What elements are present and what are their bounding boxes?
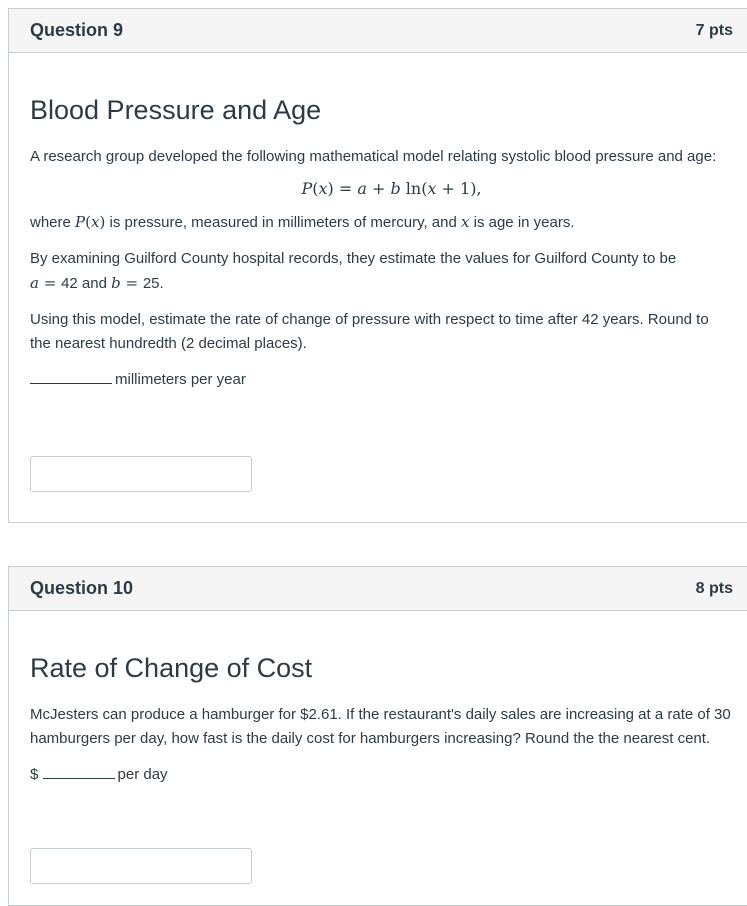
question-9-estimate: By examining Guilford County hospital records, they estimate the values for Guilford County to be a = 42 and b = 25. <box>30 250 677 292</box>
a-value: 42 <box>61 275 78 292</box>
where-var-p: P(x) <box>75 213 106 231</box>
question-10-header <box>9 567 747 611</box>
var-b: b = <box>111 274 143 292</box>
question-9-body <box>9 93 747 392</box>
answer-blank-line <box>30 369 112 384</box>
question-9-answer-input[interactable] <box>30 456 252 492</box>
question-9-heading: Blood Pressure and Age <box>30 95 322 125</box>
question-9-where <box>30 210 733 235</box>
question-9-header <box>9 9 747 53</box>
question-10-heading: Rate of Change of Cost <box>30 653 313 683</box>
formula-text: P(x) = a + b ln(x + 1), <box>301 179 482 198</box>
where-prefix: where <box>30 214 76 231</box>
question-10-blank-row <box>30 763 733 787</box>
question-9-intro: A research group developed the following mathematical model relating systolic blood pressure and age: <box>30 148 717 165</box>
question-10-body <box>9 651 747 787</box>
question-10-points: 8 pts <box>695 579 733 597</box>
question-10-card <box>8 566 747 906</box>
question-9-points: 7 pts <box>695 21 733 39</box>
blank-suffix: millimeters per year <box>115 371 246 388</box>
estimate-text: By examining Guilford County hospital records, they estimate the values for Guilford County to be <box>30 250 677 267</box>
question-9-prompt: Using this model, estimate the rate of change of pressure with respect to time after 42 years. Round to the nearest hundredth (2 decimal places). <box>30 311 709 352</box>
var-a: a = <box>30 274 62 292</box>
answer-blank-line <box>43 764 115 779</box>
where-mid: is pressure, measured in millimeters of mercury, and <box>105 214 461 231</box>
question-9-formula <box>30 177 733 202</box>
blank-suffix: per day <box>117 766 168 783</box>
question-10-title: Question 10 <box>30 578 134 598</box>
b-value: 25 <box>142 275 160 292</box>
question-9-title: Question 9 <box>30 20 124 40</box>
and-text: and <box>77 275 112 292</box>
dollar-prefix: $ <box>30 766 39 783</box>
where-var-x: x <box>460 213 470 231</box>
question-9-blank-row <box>30 368 733 392</box>
question-10-prompt: McJesters can produce a hamburger for $2.61. If the restaurant's daily sales are increasing at a rate of 30 hamburgers per day, how fast is the daily cost for hamburgers increasing? Round the the nearest cent. <box>30 706 731 747</box>
question-10-answer-input[interactable] <box>30 848 252 884</box>
question-9-card <box>8 8 747 523</box>
where-suffix: is age in years. <box>469 214 575 231</box>
